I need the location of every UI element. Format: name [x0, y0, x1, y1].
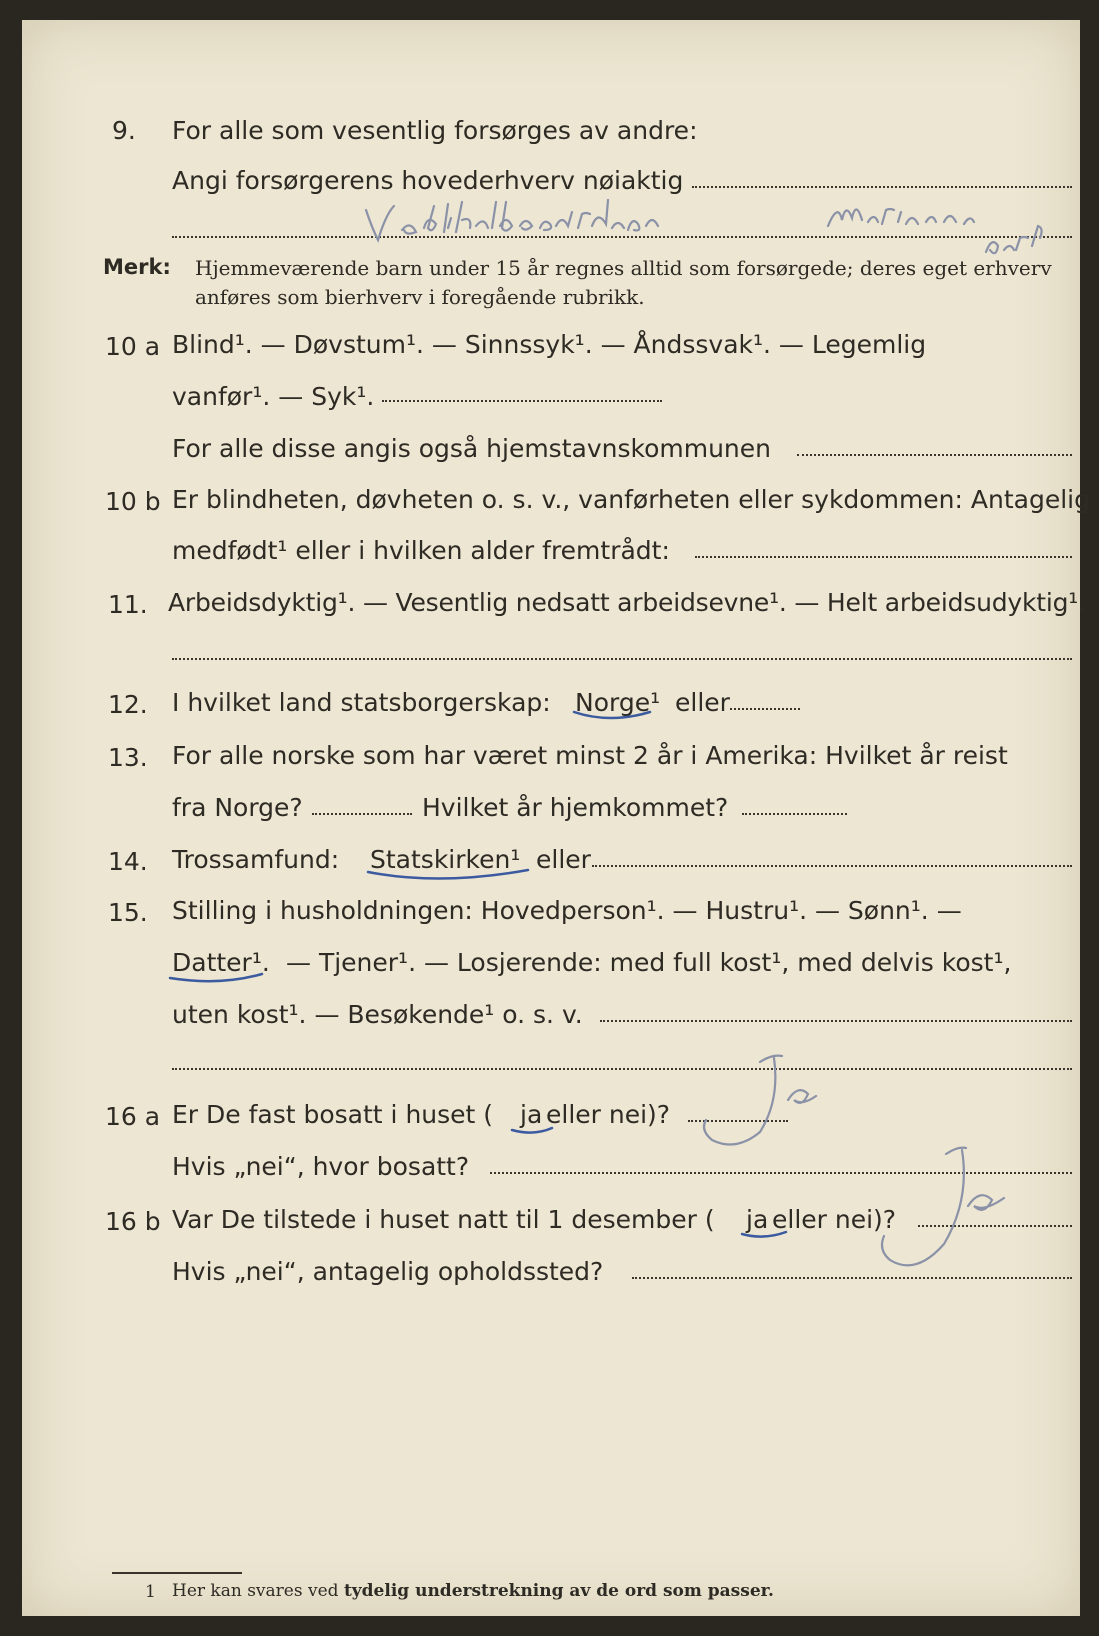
hw-vedlikeholdsarbeider — [366, 200, 658, 240]
q14-statskirken: Statskirken¹ — [370, 845, 521, 874]
q15-line1: Stilling i husholdningen: Hovedperson¹. — Hustru¹. — Sønn¹. — — [172, 896, 962, 925]
q12-number: 12. — [108, 690, 148, 719]
hw-verft — [986, 226, 1042, 253]
q15-line3: uten kost¹. — Besøkende¹ o. s. v. — [172, 1000, 583, 1029]
pencil-handwriting — [366, 200, 1042, 1265]
q10a-line2: vanfør¹. — Syk¹. — [172, 382, 375, 411]
q16b-ja: ja — [746, 1205, 769, 1234]
hw-ja-16b — [882, 1148, 1004, 1266]
merk-line1: Hjemmeværende barn under 15 år regnes alltid som forsørgede; deres eget erhverv — [195, 256, 1052, 280]
q14-text: Trossamfund: — [172, 845, 340, 874]
q10a-number: 10 a — [105, 332, 161, 361]
q16a-pre: Er De fast bosatt i huset ( — [172, 1100, 494, 1129]
q15-line2: — Tjener¹. — Losjerende: med full kost¹, med delvis kost¹, — [286, 948, 1012, 977]
blue-underlines — [170, 712, 786, 1237]
q16b-pre: Var De tilstede i huset natt til 1 desember ( — [172, 1205, 715, 1234]
underline-statskirken — [368, 870, 528, 879]
q13-number: 13. — [108, 743, 148, 772]
underline-datter — [170, 974, 262, 981]
q9-number: 9. — [112, 116, 136, 145]
q13-line1: For alle norske som har været minst 2 år i Amerika: Hvilket år reist — [172, 741, 1008, 770]
merk-label: Merk: — [103, 255, 171, 279]
q15-datter: Datter¹. — [172, 948, 270, 977]
underline-norge — [574, 712, 650, 718]
q10b-line1: Er blindheten, døvheten o. s. v., vanførheten eller sykdommen: Antagelig — [172, 485, 1090, 514]
q9-line1: For alle som vesentlig forsørges av andre: — [172, 116, 698, 145]
q15-number: 15. — [108, 898, 148, 927]
hw-ja-16a — [704, 1056, 816, 1145]
q14-number: 14. — [108, 847, 148, 876]
footnote-bold: tydelig understrekning av de ord som passer. — [343, 1581, 774, 1601]
q9-line2: Angi forsørgerens hovederhverv nøiaktig — [172, 166, 684, 195]
q16a-number: 16 a — [105, 1102, 161, 1131]
q10b-line2: medfødt¹ eller i hvilken alder fremtrådt: — [172, 536, 670, 565]
q11-line1: Arbeidsdyktig¹. — Vesentlig nedsatt arbeidsevne¹. — Helt arbeidsudyktig¹. — [168, 588, 1086, 617]
merk-line2: anføres som bierhverv i foregående rubrikk. — [195, 285, 645, 309]
q12-norge: Norge¹ — [575, 688, 661, 717]
q16a-line2: Hvis „nei“, hvor bosatt? — [172, 1152, 470, 1181]
q13-line2a: fra Norge? — [172, 793, 303, 822]
q10a-line1: Blind¹. — Døvstum¹. — Sinnssyk¹. — Åndssvak¹. — Legemlig — [172, 330, 927, 359]
q10a-line3: For alle disse angis også hjemstavnskommunen — [172, 434, 771, 463]
q16a-ja: ja — [520, 1100, 543, 1129]
hw-marinens — [828, 209, 974, 226]
q11-number: 11. — [108, 590, 148, 619]
underline-ja-16a — [512, 1128, 552, 1133]
q16b-post: eller nei)? — [772, 1205, 897, 1234]
q10b-number: 10 b — [105, 487, 161, 516]
q16a-post: eller nei)? — [546, 1100, 671, 1129]
q16b-number: 16 b — [105, 1207, 161, 1236]
q14-eller: eller — [536, 845, 591, 874]
underline-ja-16b — [742, 1232, 786, 1237]
q12-eller: eller — [675, 688, 730, 717]
footnote-plain: Her kan svares ved — [172, 1581, 344, 1601]
footnote-mark: 1 — [145, 1582, 156, 1602]
q16b-line2: Hvis „nei“, antagelig opholdssted? — [172, 1257, 604, 1286]
q12-text: I hvilket land statsborgerskap: — [172, 688, 551, 717]
q13-line2b: Hvilket år hjemkommet? — [422, 793, 729, 822]
